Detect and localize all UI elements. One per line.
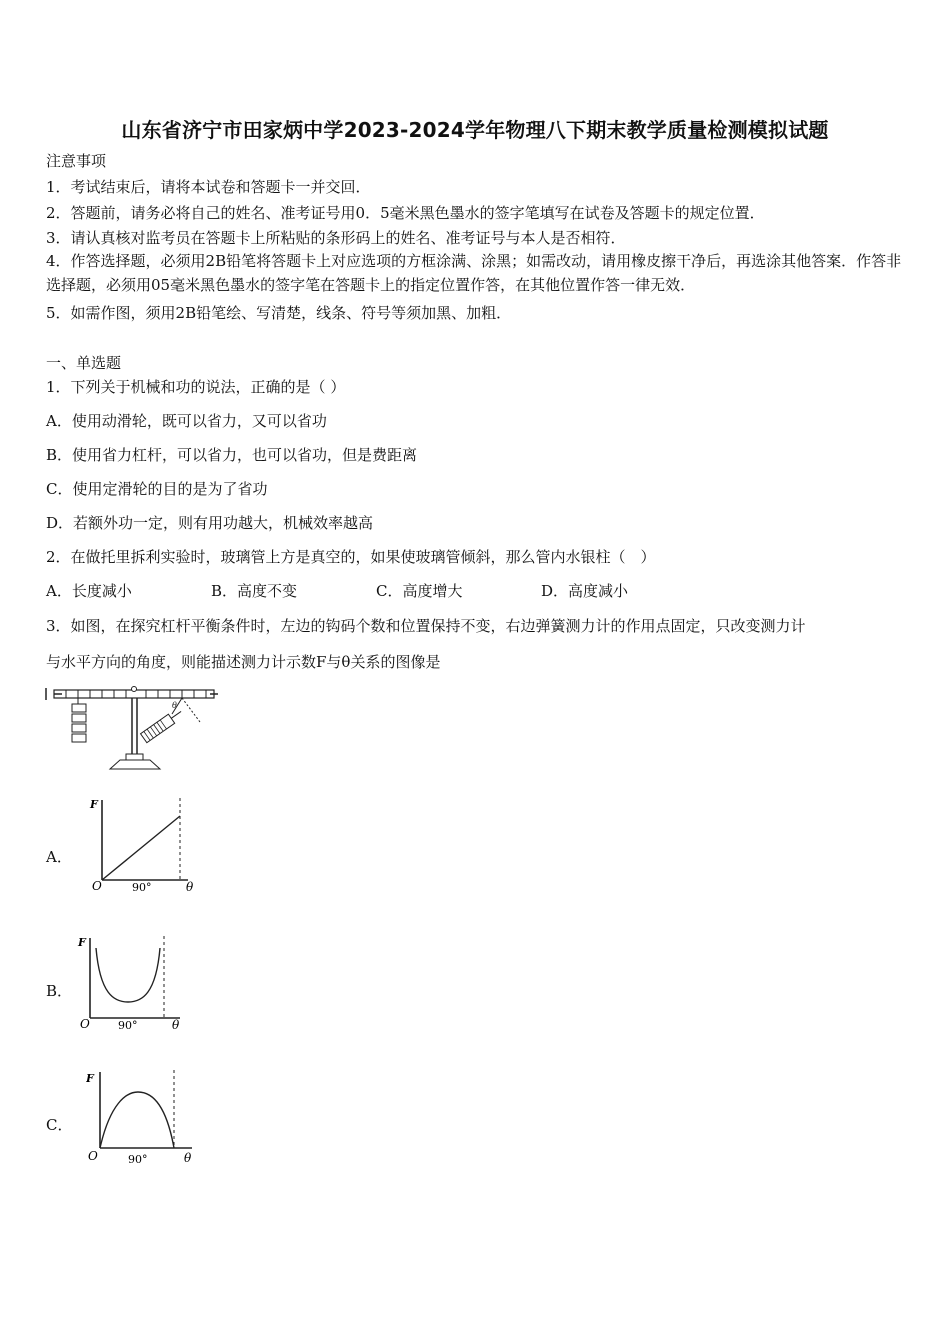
origin-label: O — [80, 1017, 90, 1031]
q3-option-c-label: C． — [46, 1116, 73, 1134]
q2-options — [46, 580, 628, 601]
notice-item-2: 2．答题前，请务必将自己的姓名、准考证号用0．5毫米黑色墨水的签字笔填写在试卷及答题卡的规定位置． — [46, 204, 765, 222]
option-c-curve — [100, 1092, 174, 1148]
q1-option-c: C．使用定滑轮的目的是为了省功 — [46, 480, 268, 498]
q3-stem-line1: 3．如图，在探究杠杆平衡条件时，左边的钩码个数和位置保持不变，右边弹簧测力计的作用点固定，只改变测力计 — [46, 617, 806, 635]
q2-stem: 2．在做托里拆利实验时，玻璃管上方是真空的，如果使玻璃管倾斜，那么管内水银柱（ ） — [46, 548, 656, 566]
axis-x-label: θ — [186, 880, 194, 894]
notice-item-3: 3．请认真核对监考员在答题卡上所粘贴的条形码上的姓名、准考证号与本人是否相符． — [46, 229, 626, 247]
option-a-line — [102, 816, 180, 880]
q3-option-c-graph — [86, 1068, 200, 1168]
q2-option-a: A．长度减小 — [46, 582, 132, 600]
q1-option-a: A．使用动滑轮，既可以省力，又可以省功 — [46, 412, 327, 430]
notice-item-1: 1．考试结束后，请将本试卷和答题卡一并交回． — [46, 178, 371, 196]
q2-option-b: B．高度不变 — [211, 582, 298, 600]
option-b-curve — [96, 948, 160, 1002]
q1-stem: 1．下列关于机械和功的说法，正确的是（ ） — [46, 378, 346, 396]
origin-label: O — [88, 1149, 98, 1163]
axis-y-label: F — [86, 1072, 94, 1085]
origin-label: O — [92, 879, 102, 893]
section-heading: 一、单选题 — [46, 354, 122, 372]
axis-x-label: θ — [172, 1018, 180, 1032]
axis-y-label: F — [78, 936, 86, 949]
q3-option-b-label: B． — [46, 982, 73, 1000]
notice-heading: 注意事项 — [46, 152, 107, 170]
q1-option-d: D．若额外功一定，则有用功越大，机械效率越高 — [46, 514, 374, 532]
q3-stem-line2: 与水平方向的角度，则能描述测力计示数F与θ关系的图像是 — [46, 653, 441, 671]
page-title: 山东省济宁市田家炳中学2023-2024学年物理八下期末教学质量检测模拟试题 — [121, 118, 829, 142]
lever-apparatus-figure — [40, 684, 230, 776]
axis-x-label: θ — [184, 1151, 192, 1165]
angle-theta-label: θ — [172, 701, 177, 710]
q1-option-b: B．使用省力杠杆，可以省力，也可以省功，但是费距离 — [46, 446, 418, 464]
tick-90-label: 90° — [132, 881, 152, 894]
q2-option-c: C．高度增大 — [376, 582, 463, 600]
q3-option-b-graph — [76, 934, 188, 1032]
axis-y-label: F — [90, 798, 98, 811]
q3-option-a-graph — [88, 794, 200, 894]
notice-item-4: 4．作答选择题，必须用2B铅笔将答题卡上对应选项的方框涂满、涂黑；如需改动，请用橡皮擦干净后，再选涂其他答案．作答非选择题，必须用05毫米黑色墨水的签字笔在答题卡上的指定位置作答，在其他位置作答一律无效． — [46, 252, 902, 294]
q2-option-d: D．高度减小 — [541, 582, 629, 600]
notice-item-5: 5．如需作图，须用2B铅笔绘、写清楚，线条、符号等须加黑、加粗． — [46, 304, 512, 322]
tick-90-label: 90° — [118, 1019, 138, 1032]
tick-90-label: 90° — [128, 1153, 148, 1166]
q3-option-a-label: A． — [46, 848, 72, 866]
